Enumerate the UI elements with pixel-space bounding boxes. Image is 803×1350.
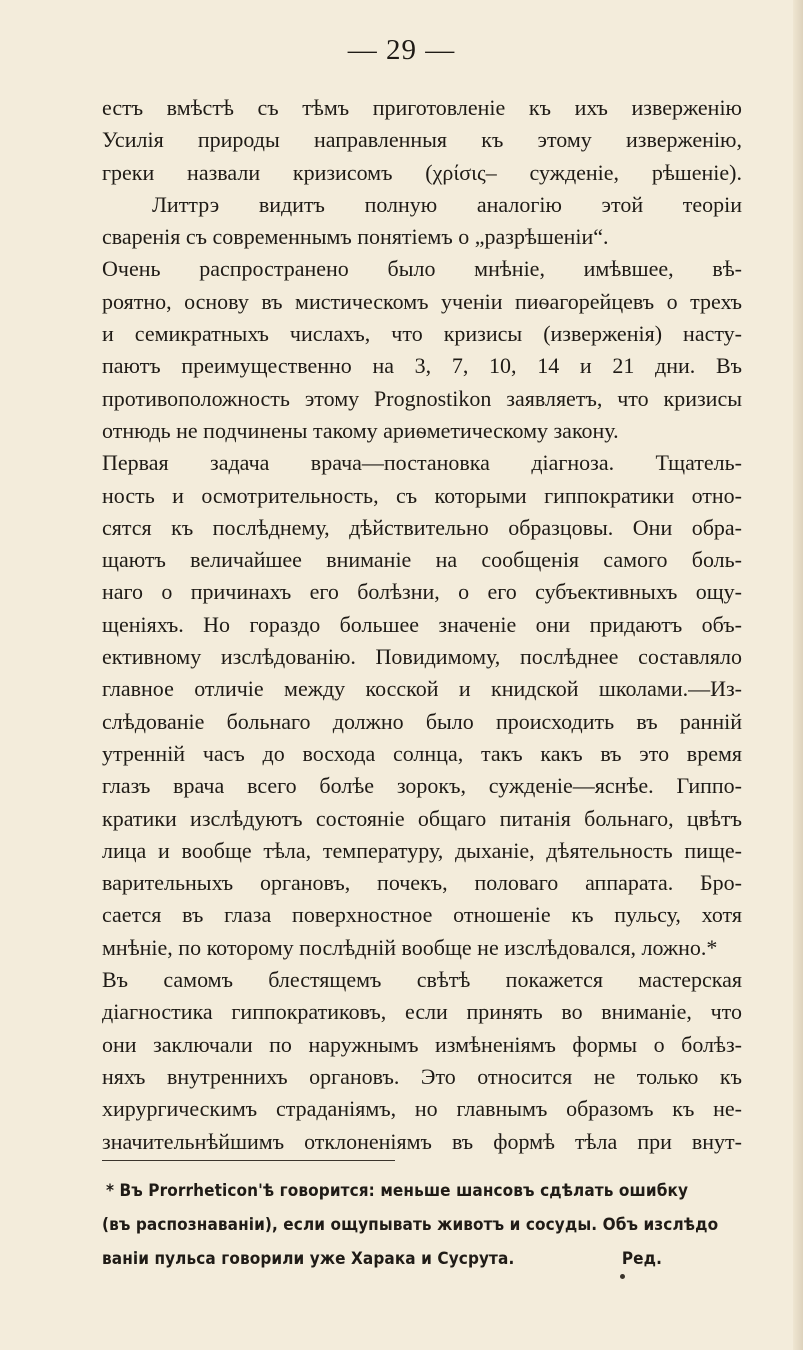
text-line: хирургическимъ страданіямъ, но главнымъ образомъ къ не- bbox=[102, 1096, 742, 1122]
text-line: паютъ преимущественно на 3, 7, 10, 14 и 21 дни. Въ bbox=[102, 353, 742, 379]
footnote-line-text: ваніи пульса говорили уже Харака и Сусрута. bbox=[102, 1249, 515, 1269]
text-line: противоположность этому Prognostikon заявляетъ, что кризисы bbox=[102, 385, 742, 411]
page-edge bbox=[793, 0, 803, 1350]
text-line: главное отличіе между косской и книдской школами.—Из- bbox=[102, 676, 742, 702]
text-line: щаютъ величайшее вниманіе на сообщенія самого боль- bbox=[102, 547, 742, 573]
text-line: варительныхъ органовъ, почекъ, половаго аппарата. Бро- bbox=[102, 870, 742, 896]
text-line: утренній часъ до восхода солнца, такъ какъ въ это время bbox=[102, 740, 742, 766]
text-line: Очень распространено было мнѣніе, имѣвшее, вѣ- bbox=[102, 256, 742, 282]
footnote-line: (въ распознаваніи), если ощупывать животъ и сосуды. Объ изслѣдо bbox=[102, 1215, 719, 1235]
text-line: діагностика гиппократиковъ, если принять во вниманіе, что bbox=[102, 999, 742, 1025]
text-line: няхъ внутреннихъ органовъ. Это относится не только къ bbox=[102, 1063, 742, 1089]
text-line: Въ самомъ блестящемъ свѣтѣ покажется мастерская bbox=[102, 967, 742, 993]
text-line: сятся къ послѣднему, дѣйствительно образцовы. Они обра- bbox=[102, 514, 742, 540]
text-line: Усилія природы направленныя къ этому изверженію, bbox=[102, 127, 742, 153]
body-text bbox=[102, 92, 742, 1158]
footnote-divider bbox=[102, 1160, 395, 1161]
text-line: слѣдованіе больнаго должно было происходить въ ранній bbox=[102, 708, 742, 734]
text-line: отнюдь не подчинены такому ариѳметическому закону. bbox=[102, 417, 619, 443]
ink-spot bbox=[620, 1274, 625, 1279]
text-line: мнѣніе, по которому послѣдній вообще не изслѣдовался, ложно.* bbox=[102, 934, 718, 960]
text-line: ность и осмотрительность, съ которыми гиппократики отно- bbox=[102, 482, 742, 508]
text-line: сается въ глаза поверхностное отношеніе къ пульсу, хотя bbox=[102, 902, 742, 928]
text-line: кратики изслѣдуютъ состояніе общаго питанія больнаго, цвѣтъ bbox=[102, 805, 742, 831]
text-line: лица и вообще тѣла, температуру, дыханіе, дѣятельность пище- bbox=[102, 837, 742, 863]
footnote-line bbox=[102, 1242, 742, 1276]
footnote-line: * Въ Prorrheticon'ѣ говорится: меньше шансовъ сдѣлать ошибку bbox=[106, 1181, 689, 1201]
text-line: значительнѣйшимъ отклоненіямъ въ формѣ тѣла при внут- bbox=[102, 1128, 742, 1154]
text-line: глазъ врача всего болѣе зорокъ, сужденіе—яснѣе. Гиппо- bbox=[102, 773, 742, 799]
text-line: греки назвали кризисомъ (χρίσις– сужденіе, рѣшеніе). bbox=[102, 159, 742, 185]
text-line: роятно, основу въ мистическомъ ученіи пиѳагорейцевъ о трехъ bbox=[102, 288, 742, 314]
text-line: и семикратныхъ числахъ, что кризисы (изверженія) насту- bbox=[102, 321, 742, 347]
text-line: они заключали по наружнымъ измѣненіямъ формы о болѣз- bbox=[102, 1031, 742, 1057]
text-line: Первая задача врача—постановка діагноза. Тщатель- bbox=[102, 450, 742, 476]
text-line: естъ вмѣстѣ съ тѣмъ приготовленіе къ ихъ изверженію bbox=[102, 95, 742, 120]
text-line: наго о причинахъ его болѣзни, о его субъективныхъ ощу- bbox=[102, 579, 742, 605]
text-line: сваренія съ современнымъ понятіемъ о „разрѣшеніи“. bbox=[102, 224, 609, 250]
page-number: — 29 — bbox=[347, 34, 456, 66]
footnote bbox=[102, 1174, 742, 1276]
text-line: Литтрэ видитъ полную аналогію этой теоріи bbox=[152, 191, 742, 217]
text-line: ективному изслѣдованію. Повидимому, послѣднее составляло bbox=[102, 644, 742, 670]
text-line: щеніяхъ. Но гораздо большее значеніе они придаютъ объ- bbox=[102, 611, 742, 637]
editor-mark: Ред. bbox=[621, 1249, 662, 1269]
